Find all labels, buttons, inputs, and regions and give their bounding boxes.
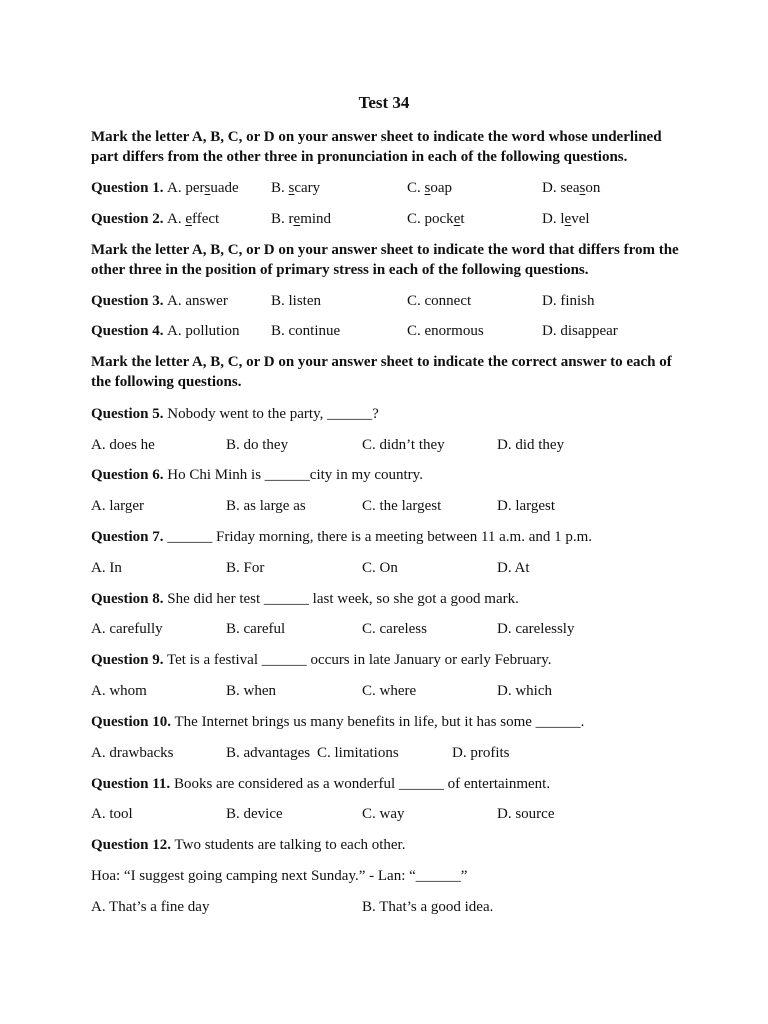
underlined-letter: s bbox=[288, 180, 295, 196]
question-label: Question 9. bbox=[91, 652, 164, 668]
instruction-correct-answer: Mark the letter A, B, C, or D on your answer sheet to indicate the correct answer to each of the following questions. bbox=[91, 354, 672, 390]
question-1-option-b: B. scary bbox=[271, 180, 321, 196]
question-4-option-b: B. continue bbox=[271, 323, 341, 339]
question-label: Question 8. bbox=[91, 591, 164, 607]
question-label: Question 1. bbox=[91, 180, 164, 196]
question-text: Books are considered as a wonderful ______ of entertainment. bbox=[170, 776, 551, 792]
question-11-option-b: B. device bbox=[226, 806, 283, 822]
question-6-option-d: D. largest bbox=[497, 498, 556, 514]
question-1-option-d: D. season bbox=[542, 180, 601, 196]
question-9-stem bbox=[91, 650, 552, 670]
question-8-stem bbox=[91, 589, 519, 609]
question-10-stem bbox=[91, 712, 584, 732]
underlined-letter: e bbox=[293, 211, 301, 227]
question-7-option-a: A. In bbox=[91, 560, 122, 576]
question-10-option-a: A. drawbacks bbox=[91, 745, 174, 761]
question-1-stem bbox=[91, 178, 164, 198]
question-4-stem bbox=[91, 321, 164, 341]
question-text: She did her test ______ last week, so she got a good mark. bbox=[163, 591, 519, 607]
question-4-option-a: A. pollution bbox=[167, 323, 240, 339]
question-1-option-a: A. persuade bbox=[167, 180, 239, 196]
question-label: Question 3. bbox=[91, 293, 164, 309]
question-9-option-b: B. when bbox=[226, 683, 276, 699]
question-2-option-a: A. effect bbox=[167, 211, 220, 227]
question-12-stem bbox=[91, 835, 405, 855]
question-text: Two students are talking to each other. bbox=[171, 837, 406, 853]
question-2-option-b: B. remind bbox=[271, 211, 332, 227]
underlined-letter: s bbox=[204, 180, 211, 196]
question-label: Question 5. bbox=[91, 406, 164, 422]
question-3-stem bbox=[91, 291, 164, 311]
question-10-option-d: D. profits bbox=[452, 745, 510, 761]
question-5-stem bbox=[91, 404, 379, 424]
question-6-option-c: C. the largest bbox=[362, 498, 442, 514]
question-11-option-c: C. way bbox=[362, 806, 405, 822]
question-9-option-c: C. where bbox=[362, 683, 417, 699]
question-11-option-a: A. tool bbox=[91, 806, 133, 822]
question-8-option-d: D. carelessly bbox=[497, 621, 575, 637]
question-3-option-a: A. answer bbox=[167, 293, 228, 309]
underlined-letter: e bbox=[185, 211, 193, 227]
question-7-option-c: C. On bbox=[362, 560, 398, 576]
question-10-option-b: B. advantages bbox=[226, 745, 311, 761]
question-text: Ho Chi Minh is ______city in my country. bbox=[163, 467, 423, 483]
question-7-option-d: D. At bbox=[497, 560, 530, 576]
page-title: Test 34 bbox=[358, 93, 410, 112]
question-2-option-d: D. level bbox=[542, 211, 590, 227]
underlined-letter: s bbox=[424, 180, 431, 196]
question-8-option-c: C. careless bbox=[362, 621, 427, 637]
question-4-option-d: D. disappear bbox=[542, 323, 618, 339]
question-9-option-d: D. which bbox=[497, 683, 552, 699]
question-2-option-c: C. pocket bbox=[407, 211, 465, 227]
question-1-option-c: C. soap bbox=[407, 180, 453, 196]
question-label: Question 10. bbox=[91, 714, 172, 730]
question-3-option-c: C. connect bbox=[407, 293, 472, 309]
question-12-option-a: A. That’s a fine day bbox=[91, 899, 210, 915]
question-label: Question 12. bbox=[91, 837, 172, 853]
question-text: Nobody went to the party, ______? bbox=[163, 406, 379, 422]
question-5-option-a: A. does he bbox=[91, 437, 155, 453]
question-8-option-a: A. carefully bbox=[91, 621, 163, 637]
question-label: Question 7. bbox=[91, 529, 164, 545]
question-10-option-c: C. limitations bbox=[317, 745, 399, 761]
underlined-letter: e bbox=[564, 211, 572, 227]
instruction-stress: Mark the letter A, B, C, or D on your answer sheet to indicate the word that differs from the other three in the position of primary stress in each of the following questions. bbox=[91, 242, 679, 278]
underlined-letter: e bbox=[453, 211, 461, 227]
question-5-option-d: D. did they bbox=[497, 437, 565, 453]
question-text: The Internet brings us many benefits in life, but it has some ______. bbox=[171, 714, 585, 730]
question-label: Question 11. bbox=[91, 776, 171, 792]
question-text: Tet is a festival ______ occurs in late January or early February. bbox=[163, 652, 552, 668]
question-5-option-b: B. do they bbox=[226, 437, 289, 453]
question-label: Question 6. bbox=[91, 467, 164, 483]
question-3-option-b: B. listen bbox=[271, 293, 322, 309]
question-label: Question 2. bbox=[91, 211, 164, 227]
question-5-option-c: C. didn’t they bbox=[362, 437, 445, 453]
question-6-stem bbox=[91, 465, 423, 485]
question-12-option-b: B. That’s a good idea. bbox=[362, 899, 494, 915]
question-12-dialogue: Hoa: “I suggest going camping next Sunday.” - Lan: “______” bbox=[91, 868, 468, 884]
question-9-option-a: A. whom bbox=[91, 683, 147, 699]
question-6-option-a: A. larger bbox=[91, 498, 145, 514]
question-6-option-b: B. as large as bbox=[226, 498, 306, 514]
instruction-pronunciation: Mark the letter A, B, C, or D on your answer sheet to indicate the word whose underlined part differs from the other three in pronunciation in each of the following questions. bbox=[91, 129, 662, 165]
question-text: ______ Friday morning, there is a meeting between 11 a.m. and 1 p.m. bbox=[163, 529, 593, 545]
question-11-option-d: D. source bbox=[497, 806, 555, 822]
question-4-option-c: C. enormous bbox=[407, 323, 484, 339]
question-2-stem bbox=[91, 209, 164, 229]
question-11-stem bbox=[91, 774, 550, 794]
question-8-option-b: B. careful bbox=[226, 621, 286, 637]
underlined-letter: s bbox=[579, 180, 586, 196]
question-7-option-b: B. For bbox=[226, 560, 265, 576]
question-3-option-d: D. finish bbox=[542, 293, 595, 309]
question-7-stem bbox=[91, 527, 592, 547]
question-label: Question 4. bbox=[91, 323, 164, 339]
